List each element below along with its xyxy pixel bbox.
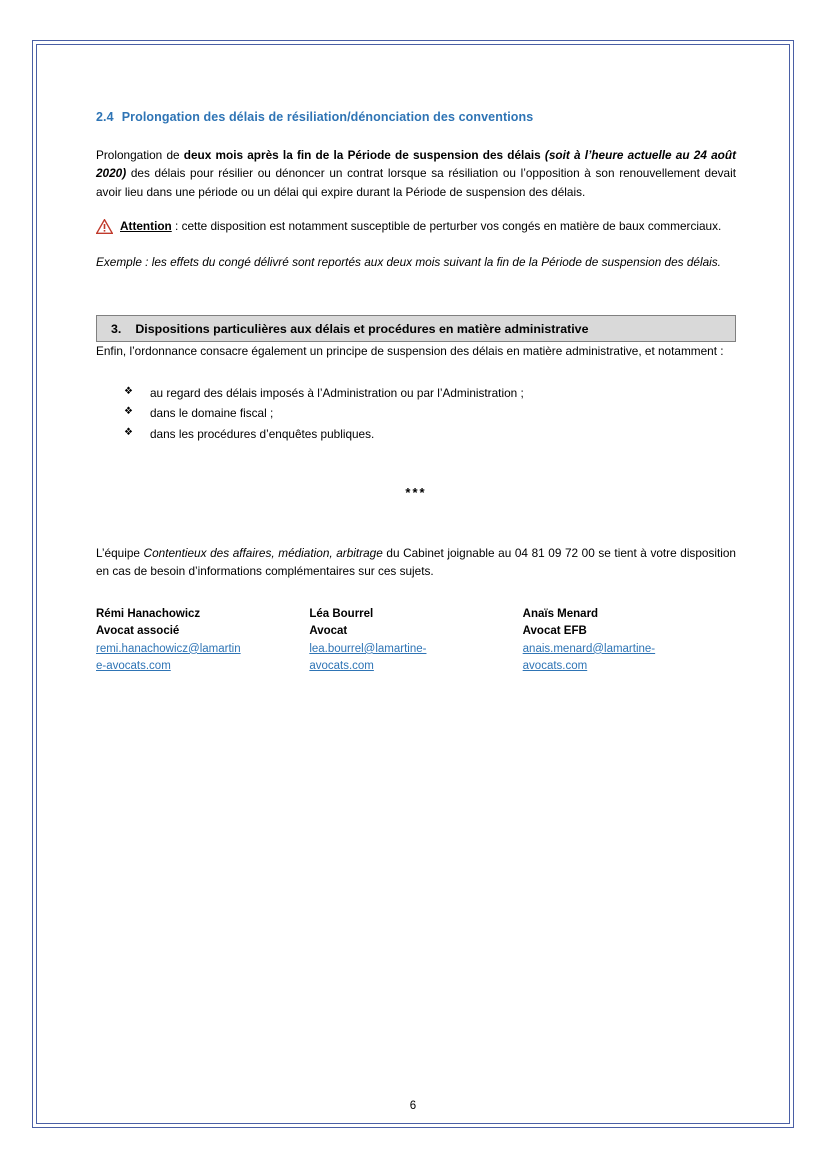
closing-italic: Contentieux des affaires, médiation, arbitrage [143,545,383,560]
page-number: 6 [409,1100,417,1112]
bullet-list [96,383,736,445]
contact-card [96,606,309,675]
section-number: 3. [111,321,122,336]
warning-triangle-icon [96,219,113,234]
contact-role: Avocat EFB [522,625,587,638]
contact-email-link[interactable]: anais.menard@lamartine-avocats.com [522,642,656,672]
paragraph-administrative: Enfin, l’ordonnance consacre également un principe de suspension des délais en matière administrative, et notamment : [96,344,724,359]
paragraph-bold-italic: (soit à l’heure actuelle au 24 août 2020) [96,148,736,181]
example-paragraph: Exemple : les effets du congé délivré sont reportés aux deux mois suivant la fin de la Période de suspension des délais. [96,255,721,270]
paragraph-tail: des délais pour résilier ou dénoncer un contrat lorsque sa résiliation ou l’opposition à son renouvellement devait avoir lieu dans une période ou un délai qui expire durant la Période de suspension des délais. [96,166,736,199]
attention-body: : cette disposition est notamment susceptible de perturber vos congés en matière de baux commerciaux. [171,218,722,233]
contacts-block [96,606,736,675]
subsection-heading [96,110,736,124]
contact-card [309,606,522,675]
paragraph-bold: deux mois après la fin de la Période de suspension des délais [183,148,541,162]
list-item: ❖ dans les procédures d’enquêtes publiques. [124,424,736,445]
closing-tail: du Cabinet joignable au 04 81 09 72 00 se tient à votre disposition en cas de besoin d’informations complémentaires sur ces sujets. [96,545,736,578]
closing-lead: L’équipe [96,545,144,560]
attention-block [96,217,736,235]
paragraph-lead: Prolongation de [96,148,184,162]
list-item: ❖ dans le domaine fiscal ; [124,403,736,424]
closing-paragraph [96,544,736,581]
contact-name: Léa Bourrel [309,608,374,621]
page-content [96,110,736,675]
contact-role: Avocat associé [96,625,180,638]
subsection-number: 2.4 [96,110,114,124]
contact-name: Anaïs Menard [522,608,599,621]
section-title: Dispositions particulières aux délais et procédures en matière administrative [135,321,589,336]
attention-text [120,217,736,235]
subsection-title: Prolongation des délais de résiliation/dénonciation des conventions [121,110,534,124]
contact-role: Avocat [309,625,348,638]
attention-label: Attention [120,218,172,233]
contact-card [523,606,736,675]
contact-name: Rémi Hanachowicz [96,608,201,621]
contact-email-link[interactable]: remi.hanachowicz@lamartine-avocats.com [96,642,241,672]
list-item: ❖ au regard des délais imposés à l’Administration ou par l’Administration ; [124,383,736,404]
contact-email-link[interactable]: lea.bourrel@lamartine-avocats.com [309,642,427,672]
section-heading-bar [96,315,736,342]
separator-stars: *** [405,484,427,500]
paragraph-prolongation [96,146,736,201]
